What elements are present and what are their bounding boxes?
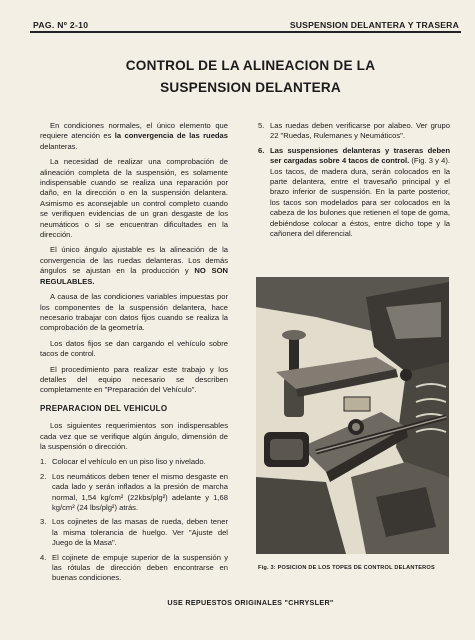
section-heading: PREPARACION DEL VEHICULO [40, 403, 168, 413]
paragraph: Los datos fijos se dan cargando el vehículo sobre tacos de control. [40, 338, 228, 359]
paragraph: El único ángulo ajustable es la alineación de la convergencia de las ruedas delanteras. Los demás ángulos se ajustan en la producción y NO SON REGULABLES. [40, 245, 228, 286]
list-item: 2. Los neumáticos deben tener el mismo desgaste en cada lado y serán inflados a la presión de marcha normal, 1,54 kg/cm² (22kbs/plg²) adelante y 1,68 kg/cm² (24 lbs/plg²) atrás. [40, 471, 228, 512]
left-column [40, 121, 228, 588]
list-item: 3. Los cojinetes de las masas de rueda, deben tener la misma tolerancia de huelgo. Ver "Ajuste del Juego de la Masa". [40, 517, 228, 548]
list-item: 4. El cojinete de empuje superior de la suspensión y las rótulas de dirección deben encontrarse en buenas condiciones. [40, 552, 228, 583]
page-number: PAG. Nº 2-10 [33, 20, 89, 30]
list-item: 6. Las suspensiones delanteras y traseras deben ser cargadas sobre 4 tacos de control. (Fig. 3 y 4). Los tacos, de madera dura, serán colocados en la parte delantera, entre el travesaño principal y el brazo inferior de suspensión. En la parte posterior, los tacos son modelados para ser colocados en la cabeza de los bulones que retienen el tope de goma, debiéndose colocar a éstos, entre dicho tope y la cañonera del diferencial. [258, 145, 450, 239]
figure-caption: Fig. 3: POSICION DE LOS TOPES DE CONTROL DELANTEROS [258, 565, 435, 571]
footer-note: USE REPUESTOS ORIGINALES "CHRYSLER" [167, 598, 334, 607]
page-title-line2: SUSPENSION DELANTERA [160, 80, 341, 95]
paragraph: A causa de las condiciones variables impuestas por los componentes de la suspensión delantera, hace necesario trabajar con datos fijos cuando se realiza la comprobación de la geometría. [40, 292, 228, 333]
suspension-figure [256, 277, 449, 554]
list-item: 1. Colocar el vehículo en un piso liso y nivelado. [40, 457, 206, 467]
paragraph: Los siguientes requerimientos son indispensables cada vez que se verifique algún ángulo, dimensión de la suspensión o dirección. [40, 421, 228, 451]
paragraph: En condiciones normales, el único elemento que requiere atención es la convergencia de las ruedas delanteras. [40, 121, 229, 151]
paragraph: El procedimiento para realizar este trabajo y los detalles del equipo necesario se describen completamente en "Preparación del Vehículo". [40, 364, 228, 395]
right-column [258, 121, 450, 243]
suspension-photo [256, 277, 449, 554]
list-item: 5. Las ruedas deben verificarse por alabeo. Ver grupo 22 "Ruedas, Rulemanes y Neumáticos". [258, 121, 450, 141]
paragraph: La necesidad de realizar una comprobación de alineación completa de la suspensión, es solamente indispensable cuando se realiza una reparación por daño, en la dirección o en la suspensión delantera. Asimismo es aconsejable un control completo cuando se verifiquen evidencias de un gran desgaste de los neumáticos o si se encuentran dificultades en la dirección. [40, 157, 228, 240]
section-title: SUSPENSION DELANTERA Y TRASERA [289, 20, 459, 30]
header-rule [30, 31, 461, 33]
page-title-line1: CONTROL DE LA ALINEACION DE LA [125, 58, 376, 73]
